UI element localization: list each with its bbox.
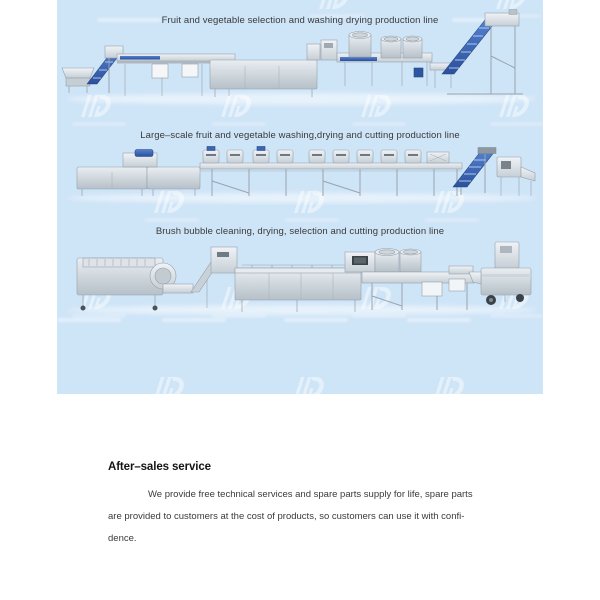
washing-tanks	[77, 150, 200, 197]
processing-units	[203, 147, 449, 164]
dewatering-section	[337, 32, 432, 87]
brand-watermark-text-icon	[284, 318, 348, 322]
discharge-unit	[497, 157, 535, 196]
after-sales-heading: After–sales service	[108, 461, 211, 473]
brand-watermark-text-icon	[407, 318, 471, 322]
production-line-image-2	[57, 143, 543, 205]
production-line-caption-2: Large–scale fruit and vegetable washing,drying and cutting production line	[140, 130, 460, 141]
production-line-image-1	[57, 8, 543, 108]
brand-watermark-text-icon	[162, 318, 226, 322]
production-line-caption-3: Brush bubble cleaning, drying, selection and cutting production line	[155, 226, 445, 237]
bubble-washer	[235, 265, 361, 312]
after-sales-text-line: dence.	[108, 533, 137, 544]
brand-watermark-icon	[285, 376, 329, 394]
after-sales-text-line: are provided to customers at the cost of products, so customers can use it with confi-	[108, 511, 465, 522]
vegetable-cutter	[469, 242, 531, 305]
product-showcase-panel	[57, 0, 543, 394]
production-line-caption-1: Fruit and vegetable selection and washing drying production line	[161, 15, 439, 26]
brush-washer	[77, 258, 176, 311]
feed-hopper	[62, 68, 94, 93]
after-sales-paragraph	[108, 484, 496, 550]
washing-tank	[210, 60, 317, 97]
production-line-image-3	[57, 240, 543, 318]
after-sales-section	[108, 461, 508, 550]
discharge-elevator	[442, 10, 523, 95]
control-boxes	[307, 40, 337, 60]
dryer-section	[345, 249, 421, 273]
after-sales-text-line: We provide free technical services and spare parts supply for life, spare parts	[148, 489, 473, 500]
brand-watermark-text-icon	[57, 318, 121, 322]
brand-watermark-icon	[145, 376, 189, 394]
selection-conveyor	[362, 266, 474, 310]
brand-watermark-icon	[425, 376, 469, 394]
elevated-processing-conveyor	[200, 163, 462, 196]
